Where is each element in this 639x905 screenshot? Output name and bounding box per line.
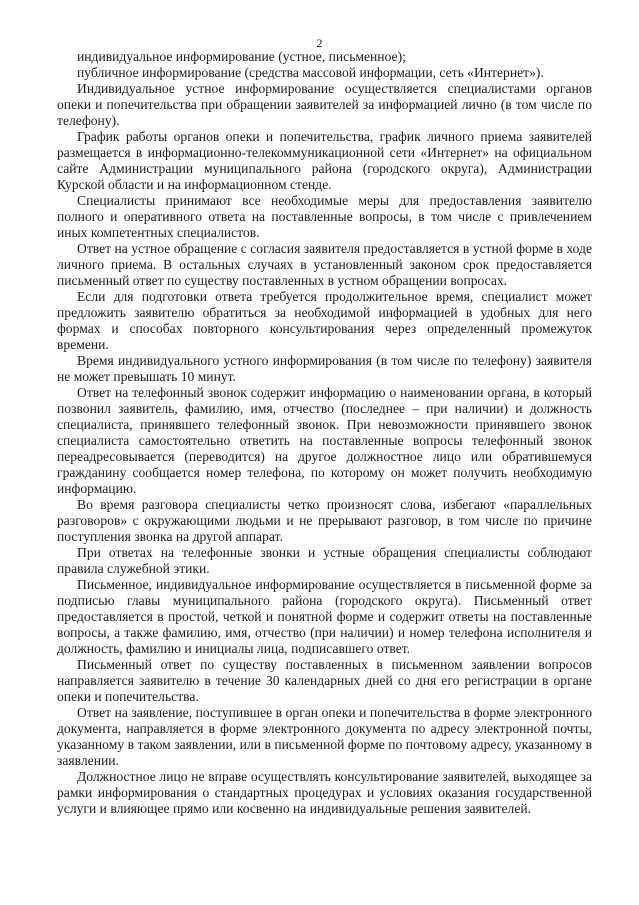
paragraph: Ответ на телефонный звонок содержит информацию о наименовании органа, в который позвонил заявитель, фамилию, имя, отчество (последнее – при наличии) и должность специалиста, принявшего телефонный звонок. При невозможности принявшего звонок специалиста самостоятельно ответить на поставленные вопросы телефонный звонок переадресовывается (переводится) на другое должностное лицо или обратившемуся гражданину сообщается номер телефона, по которому он может получить необходимую информацию. xyxy=(57,385,592,496)
paragraph: Письменный ответ по существу поставленных в письменном заявлении вопросов направляется заявителю в течение 30 календарных дней со дня его регистрации в органе опеки и попечительства. xyxy=(57,657,592,704)
paragraph: Специалисты принимают все необходимые меры для предоставления заявителю полного и оперативного ответа на поставленные вопросы, в том числе с привлечением иных компетентных специалистов. xyxy=(57,193,592,240)
document-body xyxy=(57,49,592,817)
paragraph: Ответ на заявление, поступившее в орган опеки и попечительства в форме электронного документа, направляется в форме электронного документа по адресу электронной почты, указанному в таком заявлении, или в письменной форме по почтовому адресу, указанному в заявлении. xyxy=(57,705,592,768)
paragraph: индивидуальное информирование (устное, письменное); xyxy=(77,49,406,64)
paragraph: Письменное, индивидуальное информирование осуществляется в письменной форме за подписью главы муниципального района (городского округа). Письменный ответ предоставляется в простой, четкой и понятной форме и содержит ответы на поставленные вопросы, а также фамилию, имя, отчество (при наличии) и номер телефона исполнителя и должность, фамилию и инициалы лица, подписавшего ответ. xyxy=(57,577,592,656)
page-number: 2 xyxy=(316,36,323,50)
paragraph: Если для подготовки ответа требуется продолжительное время, специалист может предложить заявителю обратиться за необходимой информацией в удобных для него формах и способах повторного консультирования через определенный промежуток времени. xyxy=(57,289,592,352)
paragraph: Ответ на устное обращение с согласия заявителя предоставляется в устной форме в ходе личного приема. В остальных случаях в установленный законом срок предоставляется письменный ответ по существу поставленных в устном обращении вопросах. xyxy=(57,241,592,288)
paragraph: График работы органов опеки и попечительства, график личного приема заявителей размещается в информационно-телекоммуникационной сети «Интернет» на официальном сайте Администрации муниципального района (городского округа), Администрации Курской области и на информационном стенде. xyxy=(57,129,592,192)
paragraph: Индивидуальное устное информирование осуществляется специалистами органов опеки и попечительства при обращении заявителей за информацией лично (в том числе по телефону). xyxy=(57,81,592,128)
paragraph: Должностное лицо не вправе осуществлять консультирование заявителей, выходящее за рамки информирования о стандартных процедурах и условиях оказания государственной услуги и влияющее прямо или косвенно на индивидуальные решения заявителей. xyxy=(57,769,592,816)
paragraph: Время индивидуального устного информирования (в том числе по телефону) заявителя не может превышать 10 минут. xyxy=(57,353,592,384)
paragraph: Во время разговора специалисты четко произносят слова, избегают «параллельных разговоров» с окружающими людьми и не прерывают разговор, в том числе по причине поступления звонка на другой аппарат. xyxy=(57,497,592,544)
paragraph: публичное информирование (средства массовой информации, сеть «Интернет»). xyxy=(77,65,544,80)
paragraph: При ответах на телефонные звонки и устные обращения специалисты соблюдают правила служебной этики. xyxy=(57,545,592,576)
